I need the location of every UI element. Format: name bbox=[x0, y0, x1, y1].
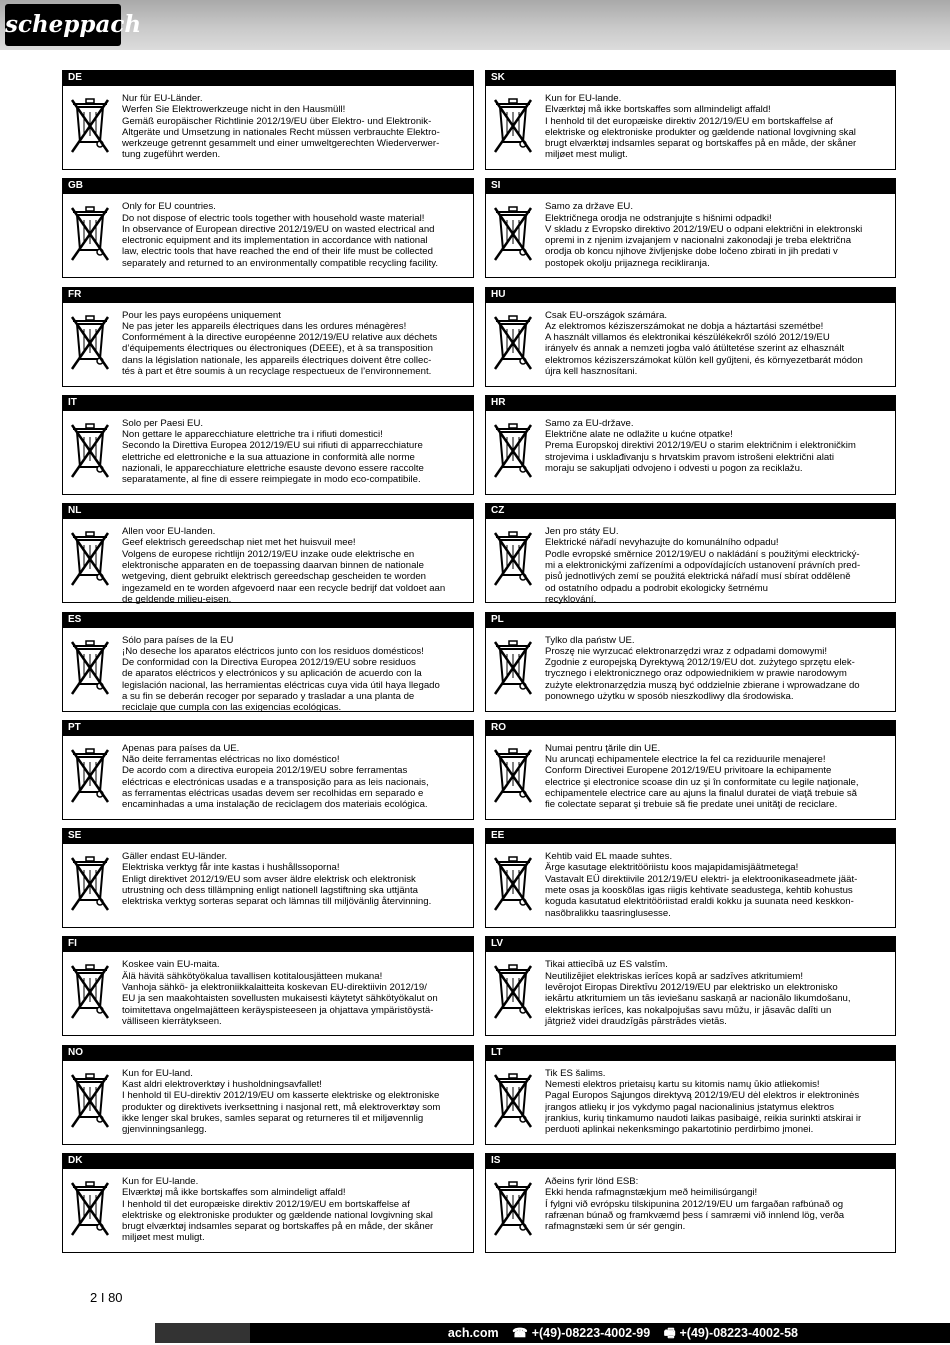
section-body bbox=[62, 411, 474, 495]
phone-icon: ☎ bbox=[512, 1326, 528, 1340]
section-body bbox=[485, 411, 896, 495]
notice-line: postopek okolju prijaznega recikliranja. bbox=[545, 257, 710, 269]
section-cz bbox=[485, 503, 896, 603]
notice-line: Elektrické nářadí nevyhazujte do komunálního odpadu! bbox=[545, 537, 779, 549]
crossed-out-bin-icon bbox=[69, 204, 111, 264]
notice-line: Električnega orodja ne odstranjujte s hišnimi odpadki! bbox=[545, 212, 772, 224]
section-body bbox=[485, 844, 896, 928]
notice-line: as ferramentas eléctricas usadas devem ser recolhidas em separado e bbox=[122, 787, 424, 799]
section-hr bbox=[485, 395, 896, 495]
footer-contact bbox=[438, 1323, 798, 1343]
country-code-header: PL bbox=[485, 612, 896, 628]
page-number: 2 I 80 bbox=[90, 1290, 123, 1305]
notice-line: utrustning och dess tillämpning enligt nationell lagstiftning ska uttjänta bbox=[122, 884, 418, 896]
notice-line: Conform Directivei Europene 2012/19/EU privitoare la echipamente bbox=[545, 765, 832, 777]
notice-line: Älä hävitä sähkötyökalua tavallisen kotitalousjätteen mukana! bbox=[122, 970, 383, 982]
section-body bbox=[485, 194, 896, 278]
notice-line: Secondo la Direttiva Europea 2012/19/EU sui rifiuti di apparrecchiature bbox=[122, 440, 423, 452]
notice-line: miljøet mest muligt. bbox=[122, 1232, 205, 1244]
crossed-out-bin-icon bbox=[492, 96, 534, 156]
notice-line: újra kell hasznosítani. bbox=[545, 366, 638, 378]
section-body bbox=[62, 1169, 474, 1253]
disposal-notice-text bbox=[545, 1068, 891, 1136]
disposal-notice-text bbox=[545, 1176, 891, 1232]
footer-fax: +(49)-08223-4002-58 bbox=[679, 1326, 798, 1340]
notice-line: rafrænan búnað og framkvæmd þess í samræmi við innlend lög, verða bbox=[545, 1209, 845, 1221]
disposal-notice-text bbox=[545, 851, 891, 919]
notice-line: elektriskas ierīces, kas nokalpojušas savu mūžu, ir jāsavāc dalīti un bbox=[545, 1004, 832, 1016]
disposal-notice-text bbox=[545, 959, 891, 1027]
disposal-notice-text bbox=[545, 201, 891, 269]
notice-line: moraju se sakupljati odvojeno i odvesti u pogon za reciklažu. bbox=[545, 463, 803, 475]
notice-line: ¡No deseche los aparatos eléctricos junto con los residuos domésticos! bbox=[122, 645, 424, 657]
notice-line: elektriske og elektroniske produkter og gældende national lovgivning skal bbox=[122, 1209, 433, 1221]
disposal-notice-text bbox=[545, 93, 891, 161]
notice-line: pisů jednotlivých zemí se použitá elektrická nářadí musí sbírat odděleně bbox=[545, 571, 851, 583]
disposal-notice-text bbox=[545, 743, 891, 811]
notice-line: Altgeräte und Umsetzung in nationales Recht müssen verbrauchte Elektro- bbox=[122, 126, 440, 138]
section-fr bbox=[62, 287, 474, 387]
section-dk bbox=[62, 1153, 474, 1253]
notice-line: brugt elværktøj indsamles separat og bortskaffes på en måde, der skåner bbox=[122, 1221, 434, 1233]
notice-line: In observance of European directive 2012/19/EU on wasted electrical and bbox=[122, 223, 435, 235]
notice-line: electrice şi electronice scoase din uz şi în conformitate cu legile naţionale, bbox=[545, 776, 859, 788]
notice-line: electronic equipment and its implementation in accordance with national bbox=[122, 235, 428, 247]
notice-line: Ekki henda rafmagnstækjum með heimilisúrgangi! bbox=[545, 1187, 758, 1199]
crossed-out-bin-icon bbox=[69, 962, 111, 1022]
section-body bbox=[62, 736, 474, 820]
country-code-header: SI bbox=[485, 178, 896, 194]
notice-line: d’équipements électriques ou électroniques (DEEE), et à sa transposition bbox=[122, 343, 433, 355]
country-code-header: FR bbox=[62, 287, 474, 303]
notice-line: separatamente, al fine di essere reimpiegate in modo eco-compatibile. bbox=[122, 474, 421, 486]
disposal-notice-text bbox=[122, 526, 469, 605]
section-sk bbox=[485, 70, 896, 170]
country-code-header: RO bbox=[485, 720, 896, 736]
notice-line: wetgeving, dient gebruikt elektrisch gereedschap gescheiden te worden bbox=[122, 571, 426, 583]
scheppach-logo: scheppach bbox=[5, 4, 121, 46]
disposal-notice-text bbox=[122, 201, 469, 269]
notice-line: opremi in z njenim izvajanjem v nacionalni zakonodaji je treba električna bbox=[545, 235, 852, 247]
notice-line: välliseen kierrätykseen. bbox=[122, 1015, 222, 1027]
crossed-out-bin-icon bbox=[69, 529, 111, 589]
notice-line: Prema Europskoj direktivi 2012/19/EU o starim električnim i elektroničkim bbox=[545, 440, 856, 452]
notice-line: brugt elværktøj indsamles separat og bortskaffes på en måde, der skåner bbox=[545, 138, 857, 150]
notice-line: I henhold til EU-direktiv 2012/19/EU om kasserte elektriske og elektroniske bbox=[122, 1090, 440, 1102]
notice-line: I henhold til det europæiske direktiv 2012/19/EU em bortskaffelse af bbox=[545, 115, 833, 127]
section-body bbox=[485, 1169, 896, 1253]
section-hu bbox=[485, 287, 896, 387]
notice-line: eléctricas e electrónicas usadas e a transposição para as leis nacionais, bbox=[122, 776, 429, 788]
country-code-header: HR bbox=[485, 395, 896, 411]
crossed-out-bin-icon bbox=[492, 1071, 534, 1131]
section-gb bbox=[62, 178, 474, 278]
notice-line: perduoti aplinkai nekenksmingo pakartotinio perdirbimo įmonei. bbox=[545, 1124, 814, 1136]
notice-line: od ostatního odpadu a podrobit ekologicky šetrnému bbox=[545, 582, 768, 594]
notice-line: įrankius, kurių tinkamumo naudoti laikas pasibaigė, reikia surinkti atskirai ir bbox=[545, 1112, 862, 1124]
section-body bbox=[62, 86, 474, 170]
section-body bbox=[62, 628, 474, 712]
notice-line: irányelv és annak a nemzeti jogba való átültetése szerint az elhasznált bbox=[545, 343, 845, 355]
disposal-notice-text bbox=[122, 1176, 469, 1244]
notice-line: Volgens de europese richtlijn 2012/19/EU inzake oude elektrische en bbox=[122, 548, 415, 560]
country-code-header: PT bbox=[62, 720, 474, 736]
notice-line: Conformément à la directive européenne 2012/19/EU relative aux déchets bbox=[122, 332, 438, 344]
notice-line: de geldende milieu-eisen. bbox=[122, 593, 232, 605]
crossed-out-bin-icon bbox=[492, 313, 534, 373]
section-es bbox=[62, 612, 474, 712]
notice-line: mi a elektronickými zařízeními a odpovídajících ustanovení právních pred- bbox=[545, 560, 861, 572]
notice-line: Samo za države EU. bbox=[545, 201, 633, 213]
notice-line: mete osas ja kooskõlas igas riigis kehtivate seadustega, kehtib kohustus bbox=[545, 884, 853, 896]
notice-line: Elværktøj må ikke bortskaffes som allmindeligt affald! bbox=[545, 104, 771, 116]
notice-line: Numai pentru ţările din UE. bbox=[545, 742, 661, 754]
notice-line: Sólo para países de la EU bbox=[122, 634, 234, 646]
section-no bbox=[62, 1045, 474, 1145]
crossed-out-bin-icon bbox=[69, 313, 111, 373]
notice-line: nazionali, le apparecchiature elettriche esauste devono essere raccolte bbox=[122, 463, 424, 475]
disposal-notice-text bbox=[545, 310, 891, 378]
notice-line: Não deite ferramentas eléctricas no lixo doméstico! bbox=[122, 754, 340, 766]
notice-line: Solo per Paesi EU. bbox=[122, 417, 204, 429]
notice-line: Električne alate ne odlažite u kućne otpatke! bbox=[545, 429, 733, 441]
notice-line: recyklování. bbox=[545, 593, 597, 605]
notice-line: gjenvinningsanlegg. bbox=[122, 1124, 207, 1136]
notice-line: Gäller endast EU-länder. bbox=[122, 851, 228, 863]
notice-line: trycznego i elektronicznego oraz odpowiednikiem w prawie narodowym bbox=[545, 668, 847, 680]
notice-line: Nu aruncaţi echipamentele electrice la fel ca reziduurile menajere! bbox=[545, 754, 826, 766]
crossed-out-bin-icon bbox=[69, 1071, 111, 1131]
country-code-header: DK bbox=[62, 1153, 474, 1169]
notice-line: Nur für EU-Länder. bbox=[122, 93, 203, 104]
country-code-header: DE bbox=[62, 70, 474, 86]
notice-line: Only for EU countries. bbox=[122, 201, 216, 213]
section-body bbox=[62, 1061, 474, 1145]
notice-line: encaminhadas a uma instalação de reciclagem dos materiais ecológica. bbox=[122, 799, 428, 811]
notice-line: Vastavalt EÜ direktiivile 2012/19/EU elektri- ja elektroonikaseadmete jäät- bbox=[545, 873, 858, 885]
notice-line: De conformidad con la Directiva Europea 2012/19/EU sobre residuos bbox=[122, 657, 416, 669]
country-code-header: LV bbox=[485, 936, 896, 952]
country-code-header: SK bbox=[485, 70, 896, 86]
notice-line: Neutilizējiet elektriskas ierīces kopā ar sadzīves atkritumiem! bbox=[545, 970, 804, 982]
notice-line: Proszę nie wyrzucać elektronarzędzi wraz z odpadami domowymi! bbox=[545, 645, 828, 657]
notice-line: Do not dispose of electric tools together with household waste material! bbox=[122, 212, 425, 224]
country-code-header: GB bbox=[62, 178, 474, 194]
notice-line: miljøet mest muligt. bbox=[545, 149, 628, 161]
country-code-header: ES bbox=[62, 612, 474, 628]
notice-line: Kun for EU-lande. bbox=[545, 93, 622, 104]
section-si bbox=[485, 178, 896, 278]
notice-line: Zgodnie z europejską Dyrektywą 2012/19/EU dot. zużytego sprzętu elek- bbox=[545, 657, 855, 669]
notice-line: Tikai attiecībā uz ES valstīm. bbox=[545, 959, 668, 971]
disposal-notice-text bbox=[122, 851, 469, 907]
notice-line: elektronische apparaten en de toepassing daarvan binnen de nationale bbox=[122, 560, 424, 572]
section-body bbox=[485, 736, 896, 820]
section-it bbox=[62, 395, 474, 495]
disposal-notice-text bbox=[122, 1068, 469, 1136]
crossed-out-bin-icon bbox=[69, 638, 111, 698]
section-pt bbox=[62, 720, 474, 820]
notice-line: werkzeuge getrennt gesammelt und einer umweltgerechten Wiederverwer- bbox=[122, 138, 440, 150]
notice-line: zużyte elektronarzędzia muszą być oddzielnie zbierane i wprowadzane do bbox=[545, 679, 860, 691]
crossed-out-bin-icon bbox=[492, 204, 534, 264]
section-pl bbox=[485, 612, 896, 712]
notice-line: Allen voor EU-landen. bbox=[122, 526, 216, 538]
section-body bbox=[62, 303, 474, 387]
notice-line: Pagal Europos Sąjungos direktyvą 2012/19/EU dėl elektros ir elektroninės bbox=[545, 1090, 860, 1102]
notice-line: Aðeins fyrir lönd ESB: bbox=[545, 1176, 639, 1187]
country-code-header: CZ bbox=[485, 503, 896, 519]
notice-line: elektriska verktyg sorteras separat och lämnas till miljövänlig återvinning. bbox=[122, 896, 432, 908]
notice-line: Enligt direktivet 2012/19/EU som avser äldre elektrisk och elektronisk bbox=[122, 873, 416, 885]
crossed-out-bin-icon bbox=[492, 1179, 534, 1239]
notice-line: elektriske og elektroniske produkter og gældende national lovgivning skal bbox=[545, 126, 856, 138]
section-body bbox=[485, 1061, 896, 1145]
notice-line: Ne pas jeter les appareils électriques dans les ordures ménagères! bbox=[122, 320, 407, 332]
notice-line: Geef elektrisch gereedschap niet met het huisvuil mee! bbox=[122, 537, 356, 549]
notice-line: Pour les pays européens uniquement bbox=[122, 309, 281, 321]
notice-line: Apenas para países da UE. bbox=[122, 742, 240, 754]
notice-line: a su fin se deberán recoger por separado y trasladar a una planta de bbox=[122, 690, 415, 702]
country-code-header: SE bbox=[62, 828, 474, 844]
notice-line: Jen pro státy EU. bbox=[545, 526, 619, 538]
notice-line: Kun for EU-land. bbox=[122, 1067, 193, 1079]
country-code-header: FI bbox=[62, 936, 474, 952]
crossed-out-bin-icon bbox=[492, 529, 534, 589]
notice-line: EU ja sen maakohtaisten sovellusten mukaisesti käytetyt sähkötyökalut on bbox=[122, 993, 438, 1005]
notice-line: Í fylgni við evrópsku tilskipunina 2012/19/EU um fargaðan rafbúnað og bbox=[545, 1198, 844, 1210]
notice-line: legislación nacional, las herramientas eléctricas cuya vida útil haya llegado bbox=[122, 679, 440, 691]
notice-line: elettriche ed elettroniche e la sua attuazione in conformità alle norme bbox=[122, 451, 415, 463]
notice-line: A használt villamos és elektronikai készülékekről szóló 2012/19/EU bbox=[545, 332, 830, 344]
notice-line: nasõbralikku taasringlusesse. bbox=[545, 907, 671, 919]
notice-line: Elektriska verktyg får inte kastas i hushållssoporna! bbox=[122, 862, 340, 874]
notice-line: ponownego użytku w sposób nieszkodliwy dla środowiska. bbox=[545, 690, 794, 702]
crossed-out-bin-icon bbox=[69, 421, 111, 481]
notice-line: Az elektromos kéziszerszámokat ne dobja a háztartási szemétbe! bbox=[545, 320, 824, 332]
notice-line: echipamentele electrice care au ajuns la finalul duratei de viaţă trebuie să bbox=[545, 787, 857, 799]
notice-line: rafmagnstæki sem úr sér gengin. bbox=[545, 1221, 686, 1233]
country-code-header: NL bbox=[62, 503, 474, 519]
notice-line: tung zugeführt werden. bbox=[122, 149, 221, 161]
disposal-notice-text bbox=[545, 635, 891, 703]
crossed-out-bin-icon bbox=[69, 1179, 111, 1239]
section-body bbox=[62, 952, 474, 1036]
footer-website[interactable]: ach.com bbox=[447, 1326, 499, 1340]
notice-line: ingezameld en te worden afgevoerd naar een recycle bedrijf dat voldoet aan bbox=[122, 582, 446, 594]
notice-line: tés à part et être soumis à un recyclage respectueux de l’environnement. bbox=[122, 366, 432, 378]
notice-line: Tik ES šalims. bbox=[545, 1067, 606, 1079]
notice-line: fie colectate separat şi trebuie să fie predate unei unităţi de reciclare. bbox=[545, 799, 838, 811]
notice-line: koguda kasutatud elektritööriistad eraldi kokku ja suunata need keskkon- bbox=[545, 896, 854, 908]
disposal-notice-text bbox=[545, 526, 891, 605]
notice-line: dans la législation nationale, les appareils électriques doivent être collec- bbox=[122, 354, 432, 366]
country-code-header: HU bbox=[485, 287, 896, 303]
section-ee bbox=[485, 828, 896, 928]
crossed-out-bin-icon bbox=[492, 746, 534, 806]
section-se bbox=[62, 828, 474, 928]
notice-line: de aparatos eléctricos y electrónicos y su aplicación de acuerdo con la bbox=[122, 668, 422, 680]
section-body bbox=[485, 628, 896, 712]
section-fi bbox=[62, 936, 474, 1036]
country-code-header: LT bbox=[485, 1045, 896, 1061]
section-body bbox=[485, 303, 896, 387]
crossed-out-bin-icon bbox=[492, 962, 534, 1022]
notice-line: Kast aldri elektroverktøy i husholdningsavfallet! bbox=[122, 1078, 322, 1090]
section-body bbox=[485, 952, 896, 1036]
crossed-out-bin-icon bbox=[492, 421, 534, 481]
notice-line: orodja ob koncu njihove življenjske dobe ločeno zbirati in jih predati v bbox=[545, 246, 838, 258]
disposal-notice-text bbox=[122, 310, 469, 378]
notice-line: jātgriež videi draudzīgās pārstrādes vietās. bbox=[545, 1015, 727, 1027]
section-is bbox=[485, 1153, 896, 1253]
notice-line: De acordo com a directiva europeia 2012/19/EU sobre ferramentas bbox=[122, 765, 408, 777]
country-code-header: IS bbox=[485, 1153, 896, 1169]
disposal-notice-text bbox=[545, 418, 891, 474]
section-body bbox=[62, 194, 474, 278]
footer-phone: +(49)-08223-4002-99 bbox=[531, 1326, 651, 1340]
notice-line: V skladu z Evropsko direktivo 2012/19/EU o odpani električni in elektronski bbox=[545, 223, 863, 235]
notice-line: strojevima i usklađivanju s hrvatskim pravom istrošeni električni alati bbox=[545, 451, 834, 463]
disposal-notice-text bbox=[122, 959, 469, 1027]
crossed-out-bin-icon bbox=[69, 96, 111, 156]
notice-line: Ärge kasutage elektritööriistu koos majapidamisjäätmetega! bbox=[545, 862, 799, 874]
section-ro bbox=[485, 720, 896, 820]
notice-line: Koskee vain EU-maita. bbox=[122, 959, 220, 971]
footer-bar bbox=[0, 1323, 950, 1343]
country-code-header: NO bbox=[62, 1045, 474, 1061]
section-lt bbox=[485, 1045, 896, 1145]
notice-line: Podle evropské směrnice 2012/19/EU o nakládání s použitými elecktrický- bbox=[545, 548, 860, 560]
notice-line: Werfen Sie Elektrowerkzeuge nicht in den Hausmüll! bbox=[122, 104, 346, 116]
notice-line: produkter og direktivets iverksettning i nasjonal rett, må elektroverktøy som bbox=[122, 1101, 441, 1113]
crossed-out-bin-icon bbox=[492, 854, 534, 914]
disposal-notice-text bbox=[122, 635, 469, 714]
section-de bbox=[62, 70, 474, 170]
notice-line: Nemesti elektros prietaisų kartu su kitomis namų ūkio atliekomis! bbox=[545, 1078, 820, 1090]
country-code-header: IT bbox=[62, 395, 474, 411]
crossed-out-bin-icon bbox=[69, 854, 111, 914]
notice-line: Kun for EU-lande. bbox=[122, 1176, 199, 1187]
notice-line: Tylko dla państw UE. bbox=[545, 634, 635, 646]
section-nl bbox=[62, 503, 474, 603]
notice-line: reciclaje que cumpla con las exigencias ecológicas. bbox=[122, 702, 342, 714]
notice-line: Non gettare le apparecchiature elettriche tra i rifiuti domestici! bbox=[122, 429, 383, 441]
disposal-notice-text bbox=[122, 93, 469, 161]
header-bar bbox=[0, 0, 950, 50]
notice-line: Elværktøj må ikke bortskaffes som almindeligt affald! bbox=[122, 1187, 346, 1199]
fax-icon: 🖷 bbox=[663, 1326, 676, 1340]
notice-line: separately and returned to an environmentally compatible recycling facility. bbox=[122, 257, 439, 269]
disposal-notice-text bbox=[122, 418, 469, 486]
crossed-out-bin-icon bbox=[492, 638, 534, 698]
notice-line: Ievērojot Eiropas Direktīvu 2012/19/EU par elektrisko un elektronisko bbox=[545, 981, 838, 993]
section-lv bbox=[485, 936, 896, 1036]
country-code-header: EE bbox=[485, 828, 896, 844]
notice-line: Gemäß europäischer Richtlinie 2012/19/EU über Elektro- und Elektronik- bbox=[122, 115, 432, 127]
notice-line: elektromos kéziszerszámokat külön kell gyűjteni, és környezetbarát módon bbox=[545, 354, 863, 366]
section-body bbox=[62, 519, 474, 603]
notice-line: toimitettava ongelmajätteen keräyspisteeseen ja ohjattava ympäristöystä- bbox=[122, 1004, 434, 1016]
notice-line: ikke lenger skal brukes, samles separat og returneres til et miljøvennlig bbox=[122, 1112, 424, 1124]
section-body bbox=[485, 86, 896, 170]
notice-line: Samo za EU-države. bbox=[545, 417, 634, 429]
notice-line: Kehtib vaid EL maade suhtes. bbox=[545, 851, 673, 863]
section-body bbox=[485, 519, 896, 603]
notice-line: iekārtu atkritumiem un tās ieviešanu saskaņā ar nacionālo likumdošanu, bbox=[545, 993, 851, 1005]
notice-line: Vanhoja sähkö- ja elektroniikkalaitteita koskevan EU-direktiivin 2012/19/ bbox=[122, 981, 427, 993]
notice-line: Csak EU-országok számára. bbox=[545, 309, 668, 321]
crossed-out-bin-icon bbox=[69, 746, 111, 806]
notice-line: law, electric tools that have reached the end of their life must be collected bbox=[122, 246, 433, 258]
disposal-notice-text bbox=[122, 743, 469, 811]
section-body bbox=[62, 844, 474, 928]
notice-line: įrangos atliekų ir jos vykdymo pagal nacionalinius įstatymus elektros bbox=[545, 1101, 835, 1113]
notice-line: I henhold til det europæiske direktiv 2012/19/EU em bortskaffelse af bbox=[122, 1198, 410, 1210]
